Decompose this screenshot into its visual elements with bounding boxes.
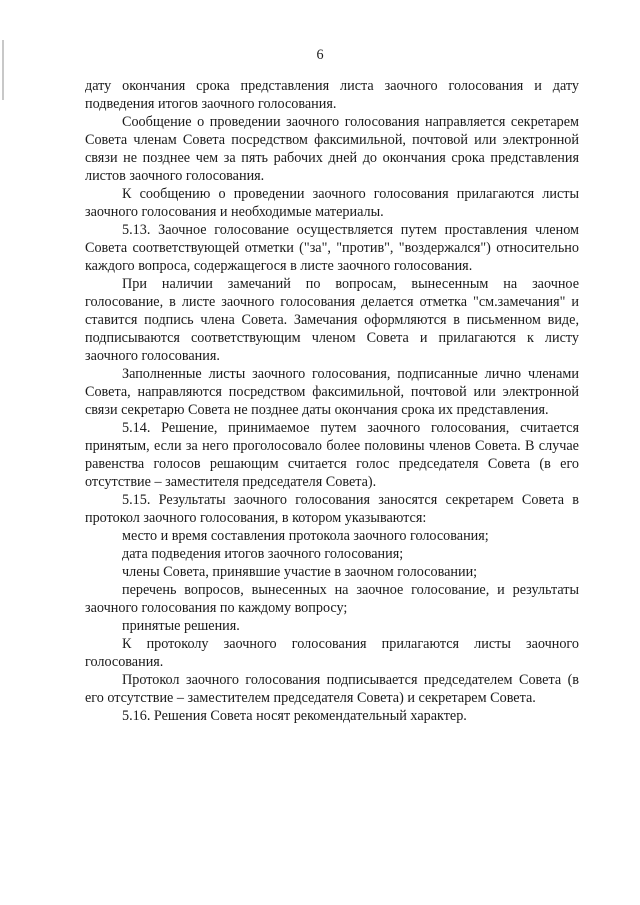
page-number: 6 — [316, 47, 324, 63]
paragraph-5-13: 5.13. Заочное голосование осуществляется путем проставления членом Совета соответствующей отметки ("за", "против", "воздержался") относительно каждого вопроса, содержащегося в листе заочного голосования. — [85, 222, 579, 274]
list-item-decisions: принятые решения. — [122, 618, 240, 634]
paragraph-remarks: При наличии замечаний по вопросам, вынесенным на заочное голосование, в листе заочного голосования делается отметка "см.замечания" и ставится подпись члена Совета. Замечания оформляются в письменном виде, подписываются соответствующим членом Совета и прилагаются к листу заочного голосования. — [85, 276, 579, 364]
paragraph-filled-sheets: Заполненные листы заочного голосования, подписанные лично членами Совета, направляются посредством факсимильной, почтовой или электронной связи секретарю Совета не позднее даты окончания срока их представления. — [85, 366, 579, 418]
paragraph-notice-attachments: К сообщению о проведении заочного голосования прилагаются листы заочного голосования и необходимые материалы. — [85, 186, 579, 220]
paragraph-5-15: 5.15. Результаты заочного голосования заносятся секретарем Совета в протокол заочного голосования, в котором указываются: — [85, 492, 579, 526]
paragraph-notice-sending: Сообщение о проведении заочного голосования направляется секретарем Совета членам Совета посредством факсимильной, почтовой или электронной связи не позднее чем за пять рабочих дней до окончания срока представления листов заочного голосования. — [85, 114, 579, 184]
list-item-participants: члены Совета, принявшие участие в заочном голосовании; — [122, 564, 478, 580]
list-item-summary-date: дата подведения итогов заочного голосования; — [122, 546, 404, 562]
list-item-questions-results: перечень вопросов, вынесенных на заочное голосование, и результаты заочного голосования по каждому вопросу; — [85, 582, 579, 616]
paragraph-5-16: 5.16. Решения Совета носят рекомендательный характер. — [122, 708, 467, 724]
paragraph-protocol-attachments: К протоколу заочного голосования прилагаются листы заочного голосования. — [85, 636, 579, 670]
document-body — [85, 77, 579, 725]
list-item-place-time: место и время составления протокола заочного голосования; — [122, 528, 489, 544]
paragraph-submission-deadline: дату окончания срока представления листа заочного голосования и дату подведения итогов заочного голосования. — [85, 78, 579, 112]
paragraph-5-14: 5.14. Решение, принимаемое путем заочного голосования, считается принятым, если за него проголосовало более половины членов Совета. В случае равенства голосов решающим считается голос председателя Совета (в его отсутствие – заместителя председателя Совета). — [85, 420, 579, 490]
paragraph-protocol-signing: Протокол заочного голосования подписывается председателем Совета (в его отсутствие – заместителем председателя Совета) и секретарем Совета. — [85, 672, 579, 706]
